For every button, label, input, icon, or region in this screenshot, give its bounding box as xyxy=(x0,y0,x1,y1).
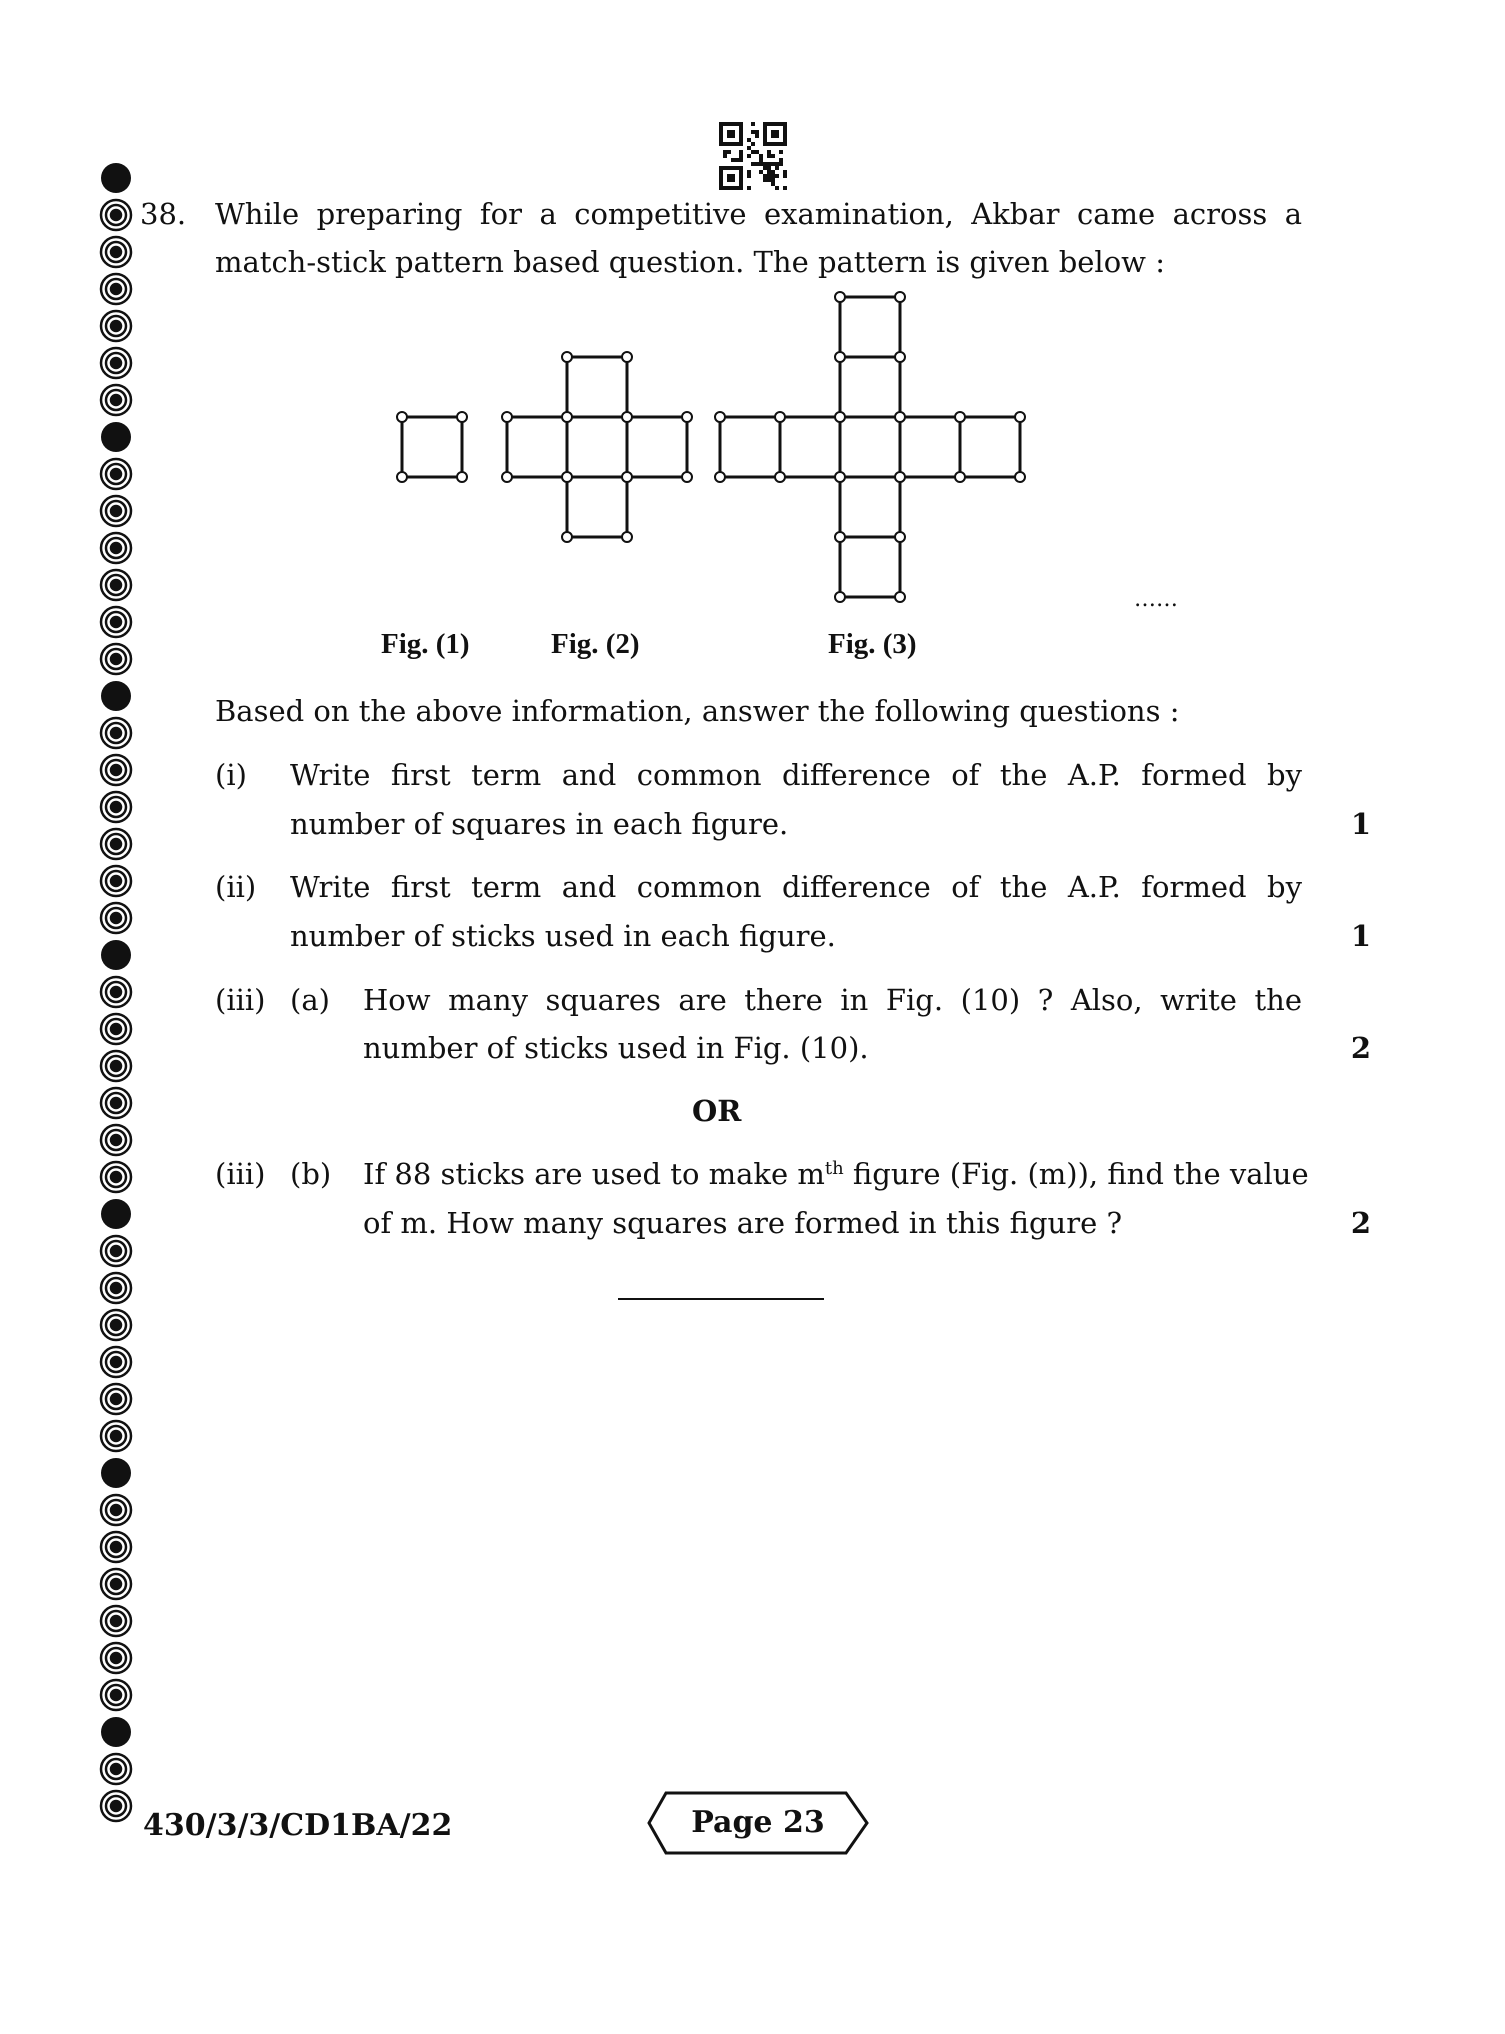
figure-1-label: Fig. (1) xyxy=(381,628,470,660)
border-circle xyxy=(101,311,131,341)
part-iii-b-line1-post: figure (Fig. (m)), find the value xyxy=(843,1157,1309,1191)
matchstick-head xyxy=(895,352,905,362)
border-circle xyxy=(101,1458,131,1488)
matchstick-head xyxy=(835,412,845,422)
border-circle xyxy=(101,348,131,378)
matchstick-head xyxy=(457,412,467,422)
border-circle xyxy=(101,1384,131,1414)
border-circle xyxy=(101,792,131,822)
border-circle xyxy=(101,829,131,859)
question-intro-line2: match-stick pattern based question. The pattern is given below : xyxy=(215,245,1165,279)
part-iii-a-sub: (a) xyxy=(290,983,330,1017)
figure-2-label: Fig. (2) xyxy=(551,628,640,660)
matchstick-head xyxy=(895,532,905,542)
matchstick-head xyxy=(622,532,632,542)
matchstick-head xyxy=(1015,412,1025,422)
matchstick-head xyxy=(502,412,512,422)
matchstick-head xyxy=(835,472,845,482)
border-circle xyxy=(101,1495,131,1525)
border-circle xyxy=(101,940,131,970)
end-of-questions-rule xyxy=(618,1298,824,1300)
border-circle xyxy=(101,422,131,452)
matchstick-figure-3 xyxy=(715,292,1025,602)
matchstick-head xyxy=(955,472,965,482)
matchstick-head xyxy=(1015,472,1025,482)
border-circle xyxy=(101,1532,131,1562)
matchstick-head xyxy=(955,412,965,422)
matchstick-head xyxy=(682,472,692,482)
border-circle xyxy=(101,607,131,637)
part-iii-b-line1-pre: If 88 sticks are used to make m xyxy=(363,1157,825,1191)
page-number: Page 23 xyxy=(691,1805,825,1840)
border-circle xyxy=(101,1569,131,1599)
border-circle xyxy=(101,1051,131,1081)
border-circle xyxy=(101,681,131,711)
questions-prompt: Based on the above information, answer the following questions : xyxy=(215,694,1180,728)
border-circle xyxy=(101,866,131,896)
matchstick-head xyxy=(457,472,467,482)
border-circle xyxy=(101,977,131,1007)
matchstick-head xyxy=(562,352,572,362)
or-divider: OR xyxy=(692,1094,742,1128)
part-ii-marks: 1 xyxy=(1350,919,1372,953)
border-circle xyxy=(101,496,131,526)
part-ii-label: (ii) xyxy=(215,870,257,904)
part-iii-a-marks: 2 xyxy=(1350,1031,1372,1065)
matchstick-head xyxy=(835,352,845,362)
border-circle xyxy=(101,1791,131,1821)
matchstick-head xyxy=(502,472,512,482)
part-i-line1: Write first term and common difference of the A.P. formed by xyxy=(290,758,1302,792)
matchstick-head xyxy=(775,412,785,422)
figure-3-label: Fig. (3) xyxy=(828,628,917,660)
border-circle xyxy=(101,1310,131,1340)
border-circle xyxy=(101,1273,131,1303)
border-circle xyxy=(101,1347,131,1377)
part-iii-b-line1 xyxy=(363,1156,1309,1192)
border-circle xyxy=(101,459,131,489)
matchstick-head xyxy=(622,472,632,482)
paper-code: 430/3/3/CD1BA/22 xyxy=(143,1808,453,1843)
matchstick-head xyxy=(895,592,905,602)
border-circle xyxy=(101,163,131,193)
border-circle xyxy=(101,1014,131,1044)
part-iii-b-line2: of m. How many squares are formed in this figure ? xyxy=(363,1206,1123,1240)
border-circle xyxy=(101,570,131,600)
part-iii-b-label: (iii) xyxy=(215,1157,266,1191)
matchstick-head xyxy=(835,532,845,542)
border-circle xyxy=(101,1643,131,1673)
matchstick-head xyxy=(835,592,845,602)
matchstick-head xyxy=(397,472,407,482)
part-iii-b-marks: 2 xyxy=(1350,1206,1372,1240)
matchstick-head xyxy=(895,472,905,482)
matchstick-head xyxy=(562,532,572,542)
border-circle xyxy=(101,1125,131,1155)
part-iii-a-label: (iii) xyxy=(215,983,266,1017)
border-circle xyxy=(101,644,131,674)
border-circle xyxy=(101,1088,131,1118)
matchstick-head xyxy=(775,472,785,482)
border-circle xyxy=(101,1236,131,1266)
part-i-line2: number of squares in each figure. xyxy=(290,807,789,841)
matchstick-head xyxy=(895,412,905,422)
matchstick-figure-2 xyxy=(502,352,692,542)
border-circle xyxy=(101,200,131,230)
border-circle xyxy=(101,1717,131,1747)
border-circle xyxy=(101,755,131,785)
border-circle xyxy=(101,1421,131,1451)
question-intro-line1: While preparing for a competitive examination, Akbar came across a xyxy=(215,197,1302,231)
part-iii-a-line2: number of sticks used in Fig. (10). xyxy=(363,1031,869,1065)
margin-border-decoration xyxy=(94,160,138,1840)
border-circle xyxy=(101,1199,131,1229)
matchstick-head xyxy=(622,352,632,362)
pattern-continuation-dots: …… xyxy=(1134,587,1178,612)
border-circle xyxy=(101,1162,131,1192)
part-ii-line1: Write first term and common difference of the A.P. formed by xyxy=(290,870,1302,904)
matchstick-head xyxy=(682,412,692,422)
matchstick-head xyxy=(895,292,905,302)
border-circle xyxy=(101,718,131,748)
border-circle xyxy=(101,1680,131,1710)
matchstick-pattern-figures xyxy=(380,285,1040,615)
part-ii-line2: number of sticks used in each figure. xyxy=(290,919,836,953)
border-circle xyxy=(101,237,131,267)
matchstick-head xyxy=(562,412,572,422)
part-i-label: (i) xyxy=(215,758,247,792)
part-iii-b-sub: (b) xyxy=(290,1157,332,1191)
border-circle xyxy=(101,903,131,933)
part-iii-a-line1: How many squares are there in Fig. (10) ? Also, write the xyxy=(363,983,1302,1017)
border-circle xyxy=(101,274,131,304)
border-circle xyxy=(101,1754,131,1784)
matchstick-head xyxy=(715,412,725,422)
part-iii-b-superscript: th xyxy=(824,1158,844,1179)
matchstick-head xyxy=(397,412,407,422)
matchstick-head xyxy=(835,292,845,302)
border-circle xyxy=(101,1606,131,1636)
matchstick-head xyxy=(562,472,572,482)
question-number: 38. xyxy=(140,197,187,231)
page-number-badge xyxy=(646,1790,870,1856)
border-circle xyxy=(101,533,131,563)
border-circle xyxy=(101,385,131,415)
qr-code xyxy=(719,122,787,190)
part-i-marks: 1 xyxy=(1350,807,1372,841)
matchstick-figure-1 xyxy=(397,412,467,482)
matchstick-head xyxy=(622,412,632,422)
matchstick-head xyxy=(715,472,725,482)
